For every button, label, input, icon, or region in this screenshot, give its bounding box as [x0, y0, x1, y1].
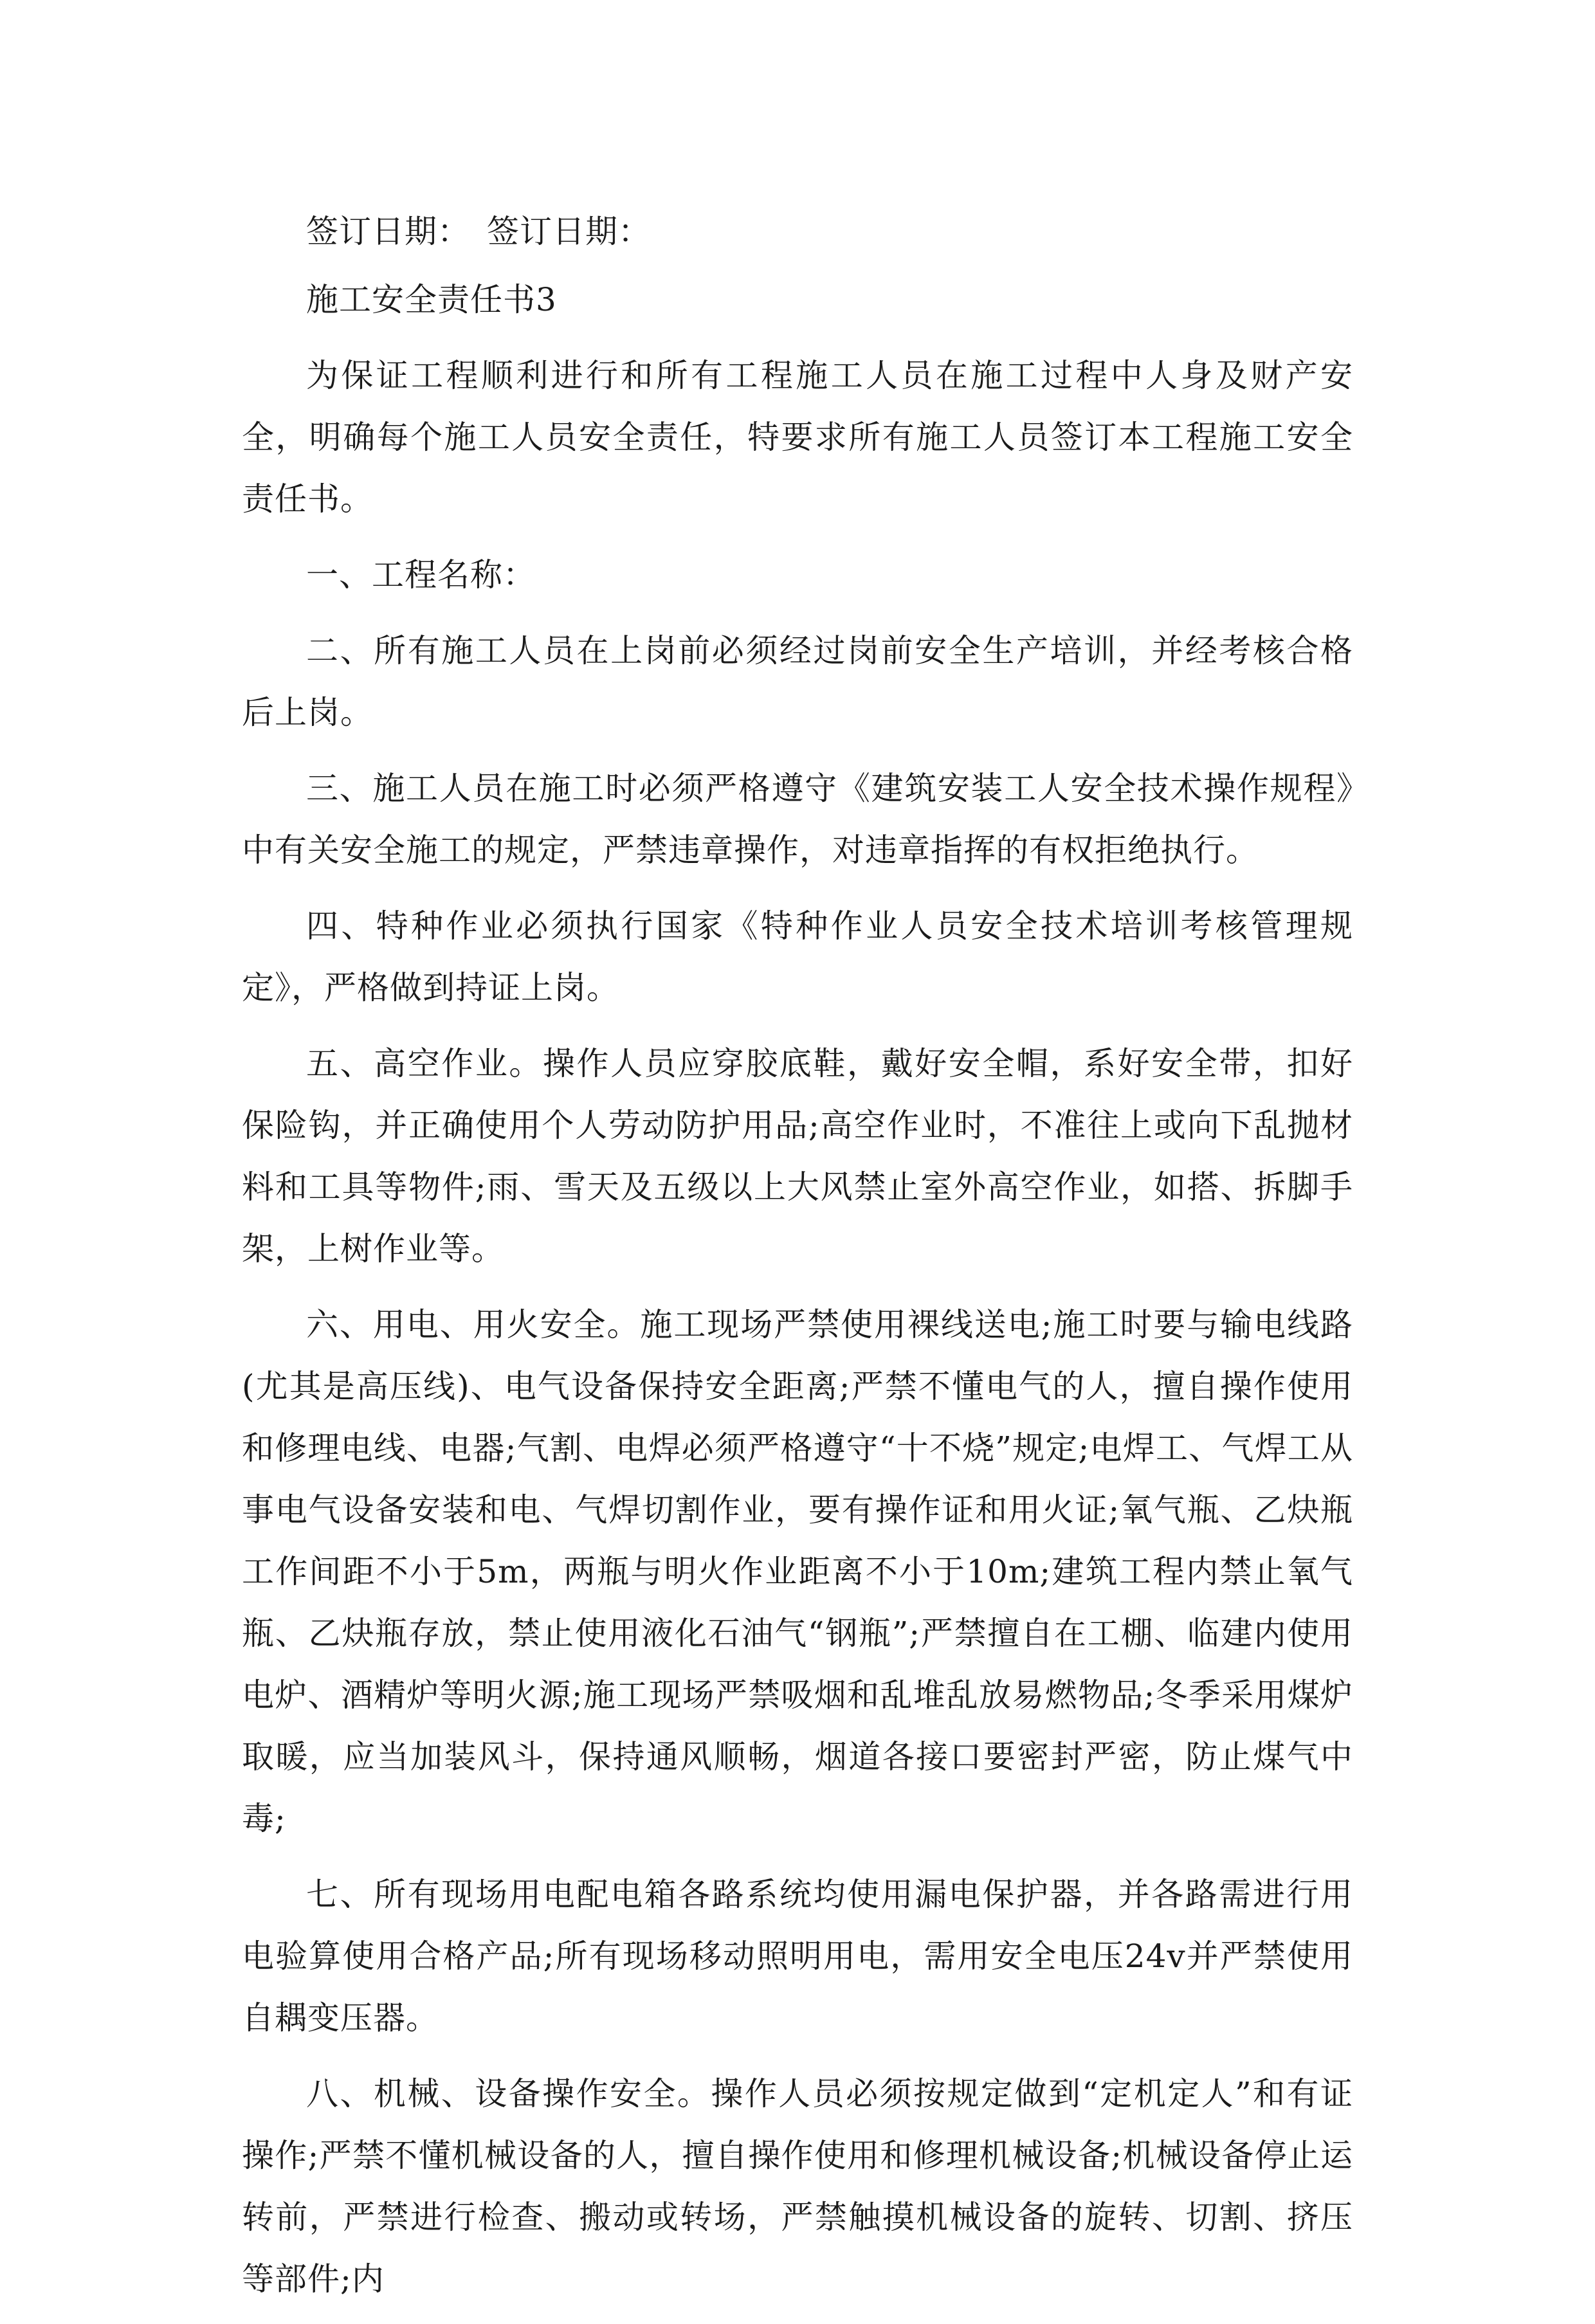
clause-8-machinery-safety: 八、机械、设备操作安全。操作人员必须按规定做到“定机定人”和有证操作;严禁不懂机械设备的人，擅自操作使用和修理机械设备;机械设备停止运转前，严禁进行检查、搬动或转场，严禁触摸机械设备的旋转、切割、挤压等部件;内 — [242, 2075, 1353, 2298]
clause-4-special-operations: 四、特种作业必须执行国家《特种作业人员安全技术培训考核管理规定》，严格做到持证上岗。 — [242, 907, 1353, 1006]
clause-6-electricity-fire-safety: 六、用电、用火安全。施工现场严禁使用裸线送电;施工时要与输电线路(尤其是高压线)、电气设备保持安全距离;严禁不懂电气的人，擅自操作使用和修理电线、电器;气割、电焊必须严格遵守“十不烧”规定;电焊工、气焊工从事电气设备安装和电、气焊切割作业，要有操作证和用火证;氧气瓶、乙炔瓶工作间距不小于5m，两瓶与明火作业距离不小于10m;建筑工程内禁止氧气瓶、乙炔瓶存放，禁止使用液化石油气“钢瓶”;严禁擅自在工棚、临建内使用电炉、酒精炉等明火源;施工现场严禁吸烟和乱堆乱放易燃物品;冬季采用煤炉取暖，应当加装风斗，保持通风顺畅，烟道各接口要密封严密，防止煤气中毒; — [242, 1306, 1353, 1837]
clause-2-training: 二、所有施工人员在上岗前必须经过岗前安全生产培训，并经考核合格后上岗。 — [242, 632, 1353, 731]
document-body — [242, 201, 1353, 2324]
section-title: 施工安全责任书3 — [306, 281, 557, 318]
clause-1-project-name: 一、工程名称： — [306, 556, 536, 594]
clause-7-leakage-protection: 七、所有现场用电配电箱各路系统均使用漏电保护器，并各路需进行用电验算使用合格产品;所有现场移动照明用电，需用安全电压24v并严禁使用自耦变压器。 — [242, 1876, 1353, 2037]
clause-3-operating-rules: 三、施工人员在施工时必须严格遵守《建筑安装工人安全技术操作规程》中有关安全施工的规定，严禁违章操作，对违章指挥的有权拒绝执行。 — [242, 770, 1353, 869]
signing-date-line: 签订日期： 签订日期： — [306, 213, 651, 250]
clause-5-high-altitude-work: 五、高空作业。操作人员应穿胶底鞋，戴好安全帽，系好安全带，扣好保险钩，并正确使用个人劳动防护用品;高空作业时，不准往上或向下乱抛材料和工具等物件;雨、雪天及五级以上大风禁止室外高空作业，如搭、拆脚手架，上树作业等。 — [242, 1045, 1353, 1267]
intro-paragraph: 为保证工程顺利进行和所有工程施工人员在施工过程中人身及财产安全，明确每个施工人员安全责任，特要求所有施工人员签订本工程施工安全责任书。 — [242, 357, 1353, 518]
